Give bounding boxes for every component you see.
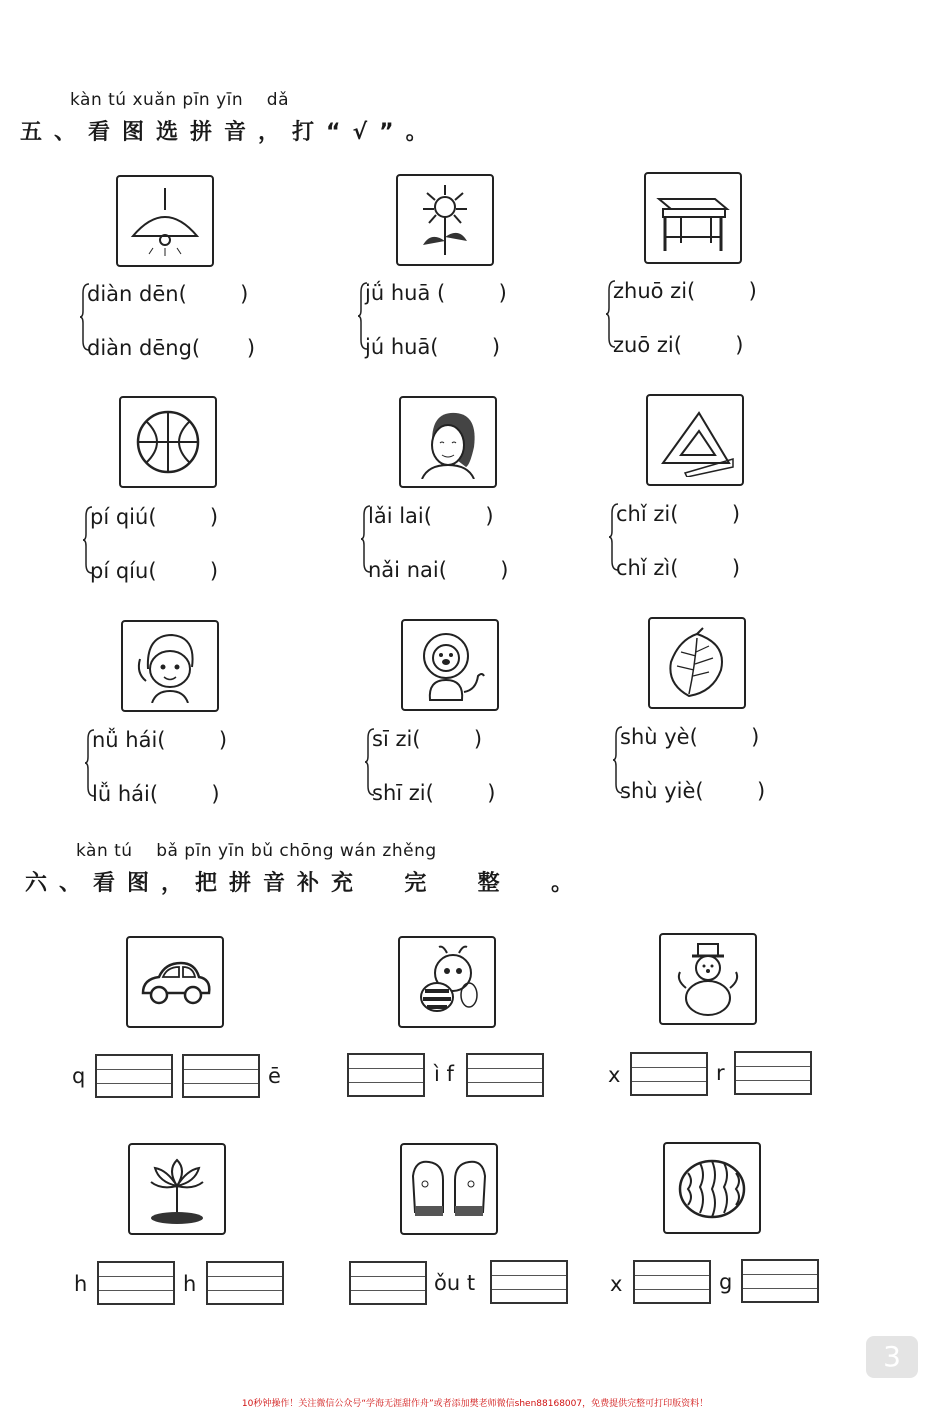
option-9b[interactable]: shù yiè( ) xyxy=(620,779,766,803)
pinyin-box[interactable] xyxy=(97,1261,175,1305)
pinyin-box[interactable] xyxy=(466,1053,544,1097)
option-2b[interactable]: jú huā( ) xyxy=(365,335,501,359)
chrysanthemum-icon xyxy=(396,174,494,266)
pinyin-box[interactable] xyxy=(734,1051,812,1095)
option-6b[interactable]: chǐ zì( ) xyxy=(616,556,741,580)
pinyin-box[interactable] xyxy=(95,1054,173,1098)
ruler-icon xyxy=(646,394,744,486)
option-1a[interactable]: diàn dēn( ) xyxy=(87,282,249,306)
section6-title: 六、看图，把拼音补充 完 整 。 xyxy=(25,871,585,896)
table-icon xyxy=(644,172,742,264)
snowman-icon xyxy=(659,933,757,1025)
section5-pinyin: kàn tú xuǎn pīn yīn dǎ xyxy=(70,90,289,110)
option-6a[interactable]: chǐ zi( ) xyxy=(616,502,741,526)
watermelon-icon xyxy=(663,1142,761,1234)
pinyin-box[interactable] xyxy=(349,1261,427,1305)
girl-icon xyxy=(121,620,219,712)
leaf-icon xyxy=(648,617,746,709)
fragment-out: ǒu t xyxy=(434,1271,476,1295)
grandma-icon xyxy=(399,396,497,488)
pinyin-box[interactable] xyxy=(490,1260,568,1304)
fragment-x2: x xyxy=(610,1272,623,1296)
option-3b[interactable]: zuō zi( ) xyxy=(613,333,744,357)
fragment-q: q xyxy=(72,1064,86,1088)
option-5b[interactable]: nǎi nai( ) xyxy=(368,558,509,582)
fragment-if: ì f xyxy=(434,1062,454,1086)
fragment-g: g xyxy=(719,1270,733,1294)
pinyin-box[interactable] xyxy=(630,1052,708,1096)
fragment-h2: h xyxy=(183,1272,197,1296)
pinyin-box[interactable] xyxy=(182,1054,260,1098)
page-number: 3 xyxy=(866,1336,918,1378)
option-8b[interactable]: shī zi( ) xyxy=(372,781,496,805)
fragment-h1: h xyxy=(74,1272,88,1296)
option-2a[interactable]: jǘ huā ( ) xyxy=(365,281,507,305)
pinyin-box[interactable] xyxy=(633,1260,711,1304)
lamp-icon xyxy=(116,175,214,267)
pinyin-box[interactable] xyxy=(347,1053,425,1097)
section6-pinyin: kàn tú bǎ pīn yīn bǔ chōng wán zhěng xyxy=(76,841,437,861)
section5-title: 五、看图选拼音，打“√”。 xyxy=(20,120,440,145)
lion-icon xyxy=(401,619,499,711)
option-8a[interactable]: sī zi( ) xyxy=(372,727,483,751)
fragment-x: x xyxy=(608,1063,621,1087)
footer-note: 10秒钟操作！关注微信公众号“学海无涯甜作舟”或者添加樊老师微信shen88168007，免费提供完整可打印版资料！ xyxy=(241,1399,709,1409)
option-9a[interactable]: shù yè( ) xyxy=(620,725,760,749)
gloves-icon xyxy=(400,1143,498,1235)
option-7b[interactable]: lǚ hái( ) xyxy=(92,782,220,806)
option-3a[interactable]: zhuō zi( ) xyxy=(613,279,757,303)
option-4a[interactable]: pí qiú( ) xyxy=(90,505,219,529)
pinyin-box[interactable] xyxy=(206,1261,284,1305)
bee-icon xyxy=(398,936,496,1028)
option-4b[interactable]: pí qíu( ) xyxy=(90,559,219,583)
option-5a[interactable]: lǎi lai( ) xyxy=(368,504,494,528)
pinyin-box[interactable] xyxy=(741,1259,819,1303)
option-1b[interactable]: diàn dēng( ) xyxy=(87,336,256,360)
fragment-e: ē xyxy=(268,1064,281,1088)
lotus-icon xyxy=(128,1143,226,1235)
fragment-r: r xyxy=(716,1061,725,1085)
option-7a[interactable]: nǚ hái( ) xyxy=(92,728,228,752)
ball-icon xyxy=(119,396,217,488)
car-icon xyxy=(126,936,224,1028)
